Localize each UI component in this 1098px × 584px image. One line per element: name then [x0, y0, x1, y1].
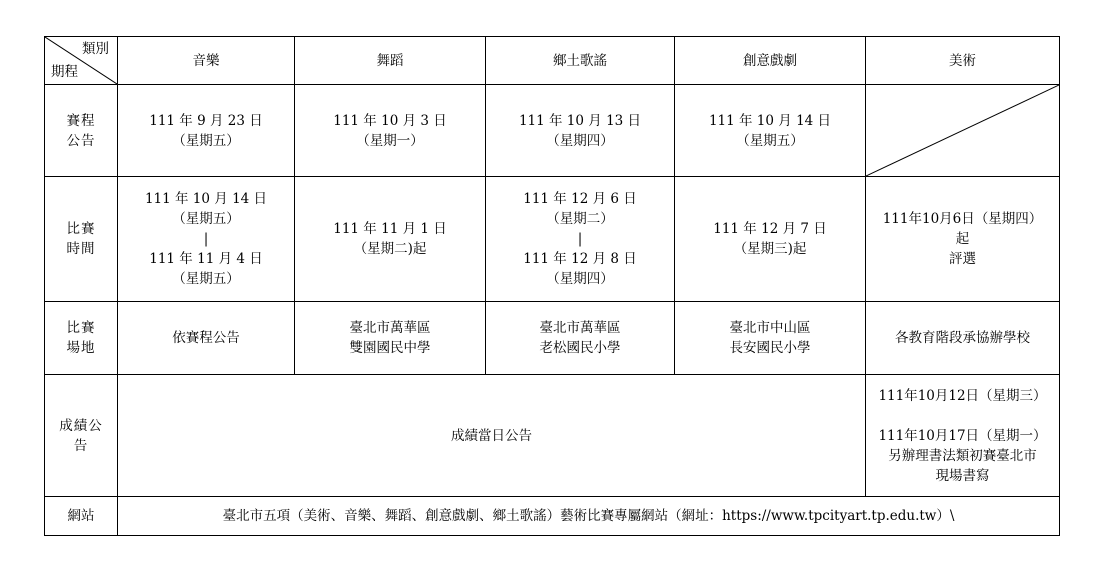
time-folk-song: 111 年 12 月 6 日 （星期二） | 111 年 12 月 8 日 （星期四）	[486, 177, 675, 302]
announce-row	[45, 85, 1060, 177]
time-row	[45, 177, 1060, 302]
venue-folk-song: 臺北市萬華區 老松國民小學	[486, 302, 675, 375]
art-diagonal-line	[866, 85, 1059, 176]
time-label: 比賽 時間	[45, 177, 118, 302]
venue-art: 各教育階段承協辦學校	[866, 302, 1060, 375]
time-dance: 111 年 11 月 1 日 （星期二)起	[295, 177, 486, 302]
time-art: 111年10月6日（星期四） 起 評選	[866, 177, 1060, 302]
results-label: 成績公 告	[45, 375, 118, 497]
results-row	[45, 375, 1060, 497]
results-art: 111年10月12日（星期三） 111年10月17日（星期一） 另辦理書法類初賽臺北市 現場書寫	[866, 375, 1060, 497]
venue-creative-drama: 臺北市中山區 長安國民小學	[675, 302, 866, 375]
announce-folk-song: 111 年 10 月 13 日 （星期四）	[486, 85, 675, 177]
header-art: 美術	[866, 37, 1060, 85]
schedule-table	[44, 36, 1060, 536]
time-music: 111 年 10 月 14 日 （星期五） | 111 年 11 月 4 日 （星期五）	[118, 177, 295, 302]
announce-dance: 111 年 10 月 3 日 （星期一）	[295, 85, 486, 177]
announce-label: 賽程 公告	[45, 85, 118, 177]
results-art-spacer	[866, 406, 1059, 426]
header-dance: 舞蹈	[295, 37, 486, 85]
website-label: 網站	[45, 497, 118, 536]
website-text: 臺北市五項（美術、音樂、舞蹈、創意戲劇、鄉土歌謠）藝術比賽專屬網站（網址：https://www.tpcityart.tp.edu.tw）\	[118, 497, 1060, 536]
venue-row	[45, 302, 1060, 375]
corner-cell	[45, 37, 118, 85]
results-merged: 成績當日公告	[118, 375, 866, 497]
announce-creative-drama: 111 年 10 月 14 日 （星期五）	[675, 85, 866, 177]
header-music: 音樂	[118, 37, 295, 85]
venue-dance: 臺北市萬華區 雙園國民中學	[295, 302, 486, 375]
corner-period-label: 期程	[51, 64, 78, 80]
header-folk-song: 鄉土歌謠	[486, 37, 675, 85]
announce-art-empty	[866, 85, 1060, 177]
header-row	[45, 37, 1060, 85]
venue-label: 比賽 場地	[45, 302, 118, 375]
announce-music: 111 年 9 月 23 日 （星期五）	[118, 85, 295, 177]
header-creative-drama: 創意戲劇	[675, 37, 866, 85]
time-creative-drama: 111 年 12 月 7 日 （星期三)起	[675, 177, 866, 302]
website-row	[45, 497, 1060, 536]
corner-category-label: 類別	[82, 41, 109, 57]
venue-music: 依賽程公告	[118, 302, 295, 375]
